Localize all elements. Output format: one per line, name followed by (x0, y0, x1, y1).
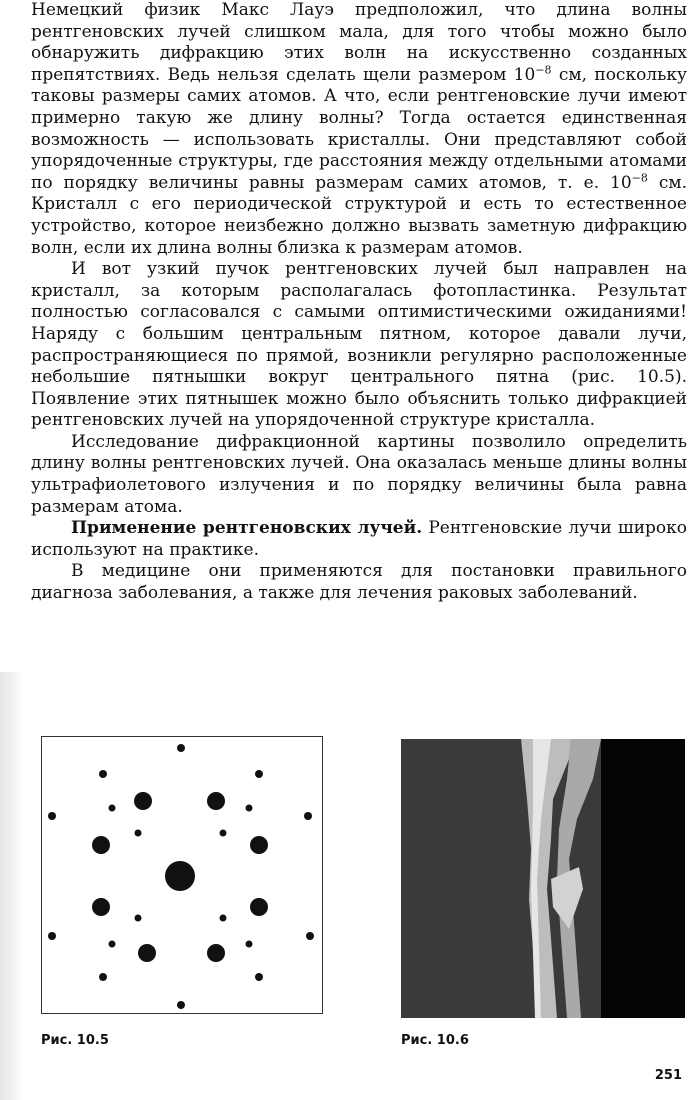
large-spot (250, 898, 268, 916)
figure-caption-10-6: Рис. 10.6 (401, 1033, 469, 1048)
large-spot (134, 792, 152, 810)
small-spot (109, 805, 116, 812)
small-spot (220, 830, 227, 837)
paragraph-laue-part2: см, поскольку таковы размеры самих атомов. А что, если рентгеновские лучи имеют примерно такую же длину волны? Тогда остается единственная возможность — использовать кристаллы. Они представляют собой упорядоченные структуры, где расстояния между отдельными атомами по порядку величины равны размерам самих атомов, т. е. 10 (31, 64, 687, 193)
section-heading-application: Применение рентгеновских лучей. (71, 518, 423, 539)
small-spot (246, 805, 253, 812)
paragraph-experiment: И вот узкий пучок рентгеновских лучей был направлен на кристалл, за которым располагалась фотопластинка. Результат полностью согласовался с самыми оптимистическими ожиданиями! Наряду с большим центральным пятном, которое давали лучи, распространяющиеся по прямой, возникли регулярно расположенные небольшие пятнышки вокруг центрального пятна (рис. 10.5). Появление этих пятнышек можно было объяснить только дифракцией рентгеновских лучей на упорядоченной структуре кристалла. (31, 259, 687, 431)
small-spot (177, 744, 185, 752)
figure-xray-photo (401, 739, 685, 1018)
small-spot (135, 915, 142, 922)
small-spot (99, 973, 107, 981)
small-spot (135, 830, 142, 837)
small-spot (304, 812, 312, 820)
xray-image (401, 739, 685, 1018)
small-spot (306, 932, 314, 940)
exponent-1: −8 (535, 63, 552, 77)
central-spot (165, 861, 195, 891)
figure-caption-10-5: Рис. 10.5 (41, 1033, 109, 1048)
page-gutter-shadow (0, 672, 22, 1100)
paragraph-laue-part3: см. Кристалл с его периодической структурой и есть то естественное устройство, которое неизбежно должно вызвать заметную дифракцию волн, если их длина волны близка к размерам атомов. (31, 172, 687, 258)
laue-pattern-diagram (42, 737, 322, 1013)
large-spot (207, 792, 225, 810)
large-spot (92, 836, 110, 854)
paragraph-application-text: Рентгеновские лучи широко используют на практике. (31, 518, 687, 560)
exponent-2: −8 (631, 171, 648, 185)
large-spot (207, 944, 225, 962)
large-spot (250, 836, 268, 854)
small-spot (255, 770, 263, 778)
small-spot (99, 770, 107, 778)
page-number: 251 (654, 1068, 682, 1083)
small-spot (48, 812, 56, 820)
small-spot (48, 932, 56, 940)
small-spot (177, 1001, 185, 1009)
figure-laue-pattern (41, 736, 323, 1014)
paragraph-laue (31, 0, 687, 259)
paragraph-medicine: В медицине они применяются для постановки правильного диагноза заболевания, а также для лечения раковых заболеваний. (31, 561, 687, 604)
film-dark-area (601, 739, 685, 1018)
small-spot (246, 941, 253, 948)
small-spot (109, 941, 116, 948)
paragraph-wavelength: Исследование дифракционной картины позволило определить длину волны рентгеновских лучей. Она оказалась меньше длины волны ультрафиолетового излучения и по порядку величины была равна размерам атома. (31, 431, 687, 517)
large-spot (138, 944, 156, 962)
small-spot (220, 915, 227, 922)
paragraph-laue-part1: Немецкий физик Макс Лауэ предположил, что длина волны рентгеновских лучей слишком мала, для того чтобы можно было обнаружить дифракцию этих волн на искусственно созданных препятствиях. Ведь нельзя сделать щели размером 10 (31, 0, 687, 85)
small-spot (255, 973, 263, 981)
body-text (31, 0, 687, 605)
large-spot (92, 898, 110, 916)
paragraph-application (31, 518, 687, 561)
